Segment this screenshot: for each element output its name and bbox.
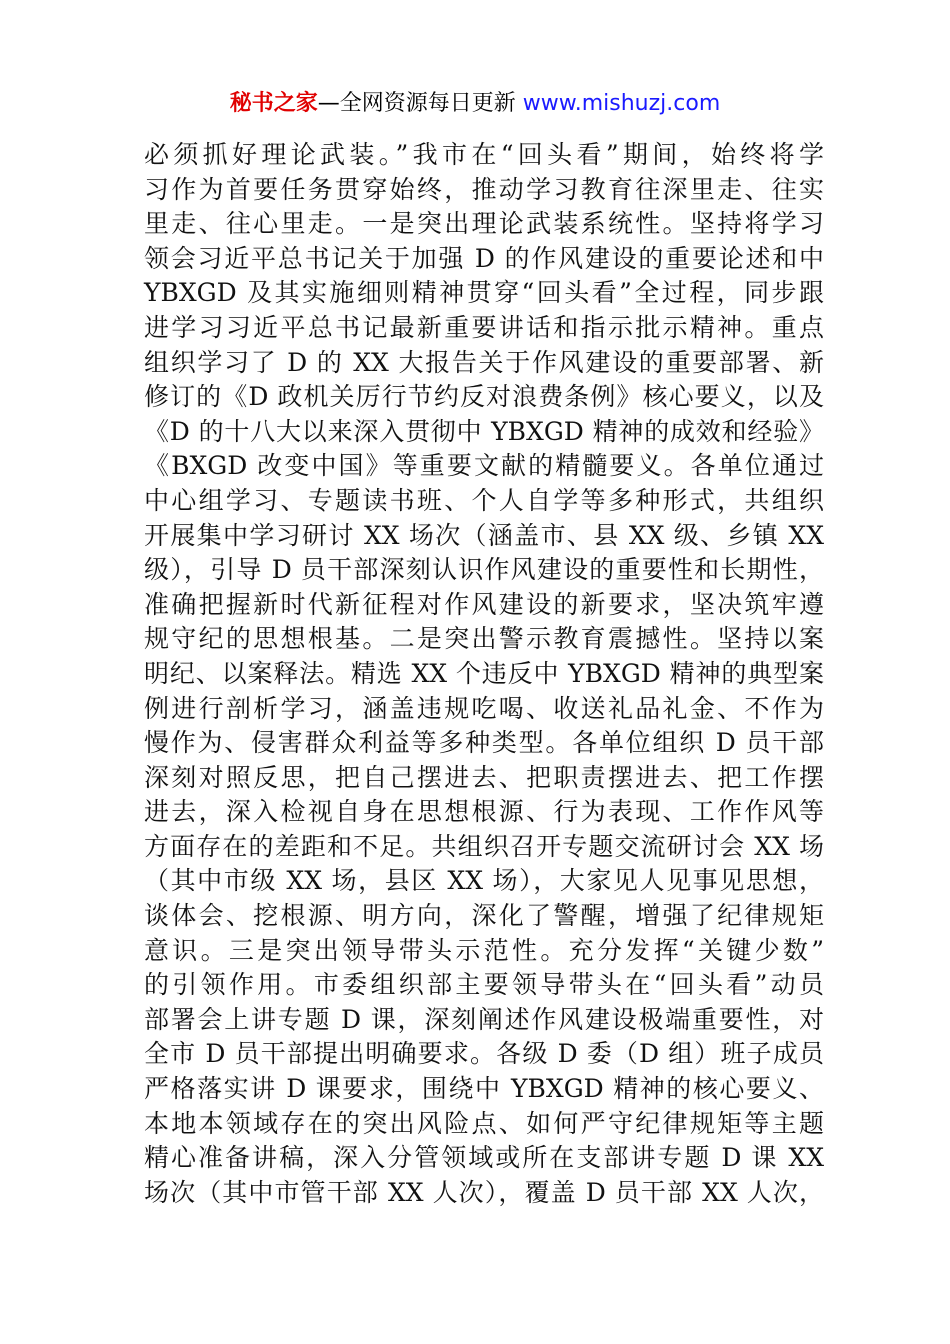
body-line: 深刻对照反思，把自己摆进去、把职责摆进去、把工作摆: [144, 762, 824, 792]
body-line: 意识。三是突出领导带头示范性。充分发挥“关键少数”: [144, 935, 824, 965]
site-url-link[interactable]: www.mishuzj.com: [522, 91, 721, 116]
body-line: （其中市级 XX 场，县区 XX 场），大家见人见事见思想，: [144, 866, 824, 896]
body-line: 谈体会、挖根源、明方向，深化了警醒，增强了纪律规矩: [144, 901, 824, 931]
body-line: 习作为首要任务贯穿始终，推动学习教育往深里走、往实: [144, 174, 824, 204]
body-line: 《D 的十八大以来深入贯彻中 YBXGD 精神的成效和经验》: [144, 416, 824, 446]
body-line: 中心组学习、专题读书班、个人自学等多种形式，共组织: [144, 485, 824, 515]
body-line: 本地本领域存在的突出风险点、如何严守纪律规矩等主题: [144, 1108, 824, 1138]
body-line: 场次（其中市管干部 XX 人次），覆盖 D 员干部 XX 人次，: [144, 1177, 824, 1207]
body-line: 部署会上讲专题 D 课，深刻阐述作风建设极端重要性，对: [144, 1004, 824, 1034]
body-line: 级），引导 D 员干部深刻认识作风建设的重要性和长期性，: [144, 555, 824, 585]
body-line: 明纪、以案释法。精选 XX 个违反中 YBXGD 精神的典型案: [144, 658, 824, 688]
document-body: [144, 138, 824, 1210]
body-line: 修订的《D 政机关厉行节约反对浪费条例》核心要义，以及: [144, 382, 824, 412]
body-line: 必须抓好理论武装。”我市在“回头看”期间，始终将学: [144, 140, 824, 169]
body-line: 准确把握新时代新征程对作风建设的新要求，坚决筑牢遵: [144, 589, 824, 619]
site-header: [0, 88, 950, 120]
body-line: 进学习习近平总书记最新重要讲话和指示批示精神。重点: [144, 312, 824, 342]
site-brand: 秘书之家: [229, 91, 318, 116]
body-line: 严格落实讲 D 课要求，围绕中 YBXGD 精神的核心要义、: [144, 1074, 824, 1104]
body-line: 组织学习了 D 的 XX 大报告关于作风建设的重要部署、新: [144, 347, 824, 377]
site-tagline: —全网资源每日更新: [317, 91, 523, 116]
body-line: 慢作为、侵害群众利益等多种类型。各单位组织 D 员干部: [144, 728, 824, 758]
body-line: 领会习近平总书记关于加强 D 的作风建设的重要论述和中: [144, 243, 824, 273]
body-line: 全市 D 员干部提出明确要求。各级 D 委（D 组）班子成员: [144, 1039, 824, 1069]
body-line: 规守纪的思想根基。二是突出警示教育震撼性。坚持以案: [144, 624, 824, 654]
body-line: 的引领作用。市委组织部主要领导带头在“回头看”动员: [144, 970, 824, 1000]
body-line: 精心准备讲稿，深入分管领域或所在支部讲专题 D 课 XX: [144, 1143, 824, 1173]
body-line: YBXGD 及其实施细则精神贯穿“回头看”全过程，同步跟: [144, 278, 824, 308]
body-line: 方面存在的差距和不足。共组织召开专题交流研讨会 XX 场: [144, 831, 824, 861]
body-line: 例进行剖析学习，涵盖违规吃喝、收送礼品礼金、不作为: [144, 693, 824, 723]
body-line: 《BXGD 改变中国》等重要文献的精髓要义。各单位通过: [144, 451, 824, 481]
body-line: 进去，深入检视自身在思想根源、行为表现、工作作风等: [144, 797, 824, 827]
body-line: 开展集中学习研讨 XX 场次（涵盖市、县 XX 级、乡镇 XX: [144, 520, 824, 550]
body-line: 里走、往心里走。一是突出理论武装系统性。坚持将学习: [144, 209, 824, 239]
